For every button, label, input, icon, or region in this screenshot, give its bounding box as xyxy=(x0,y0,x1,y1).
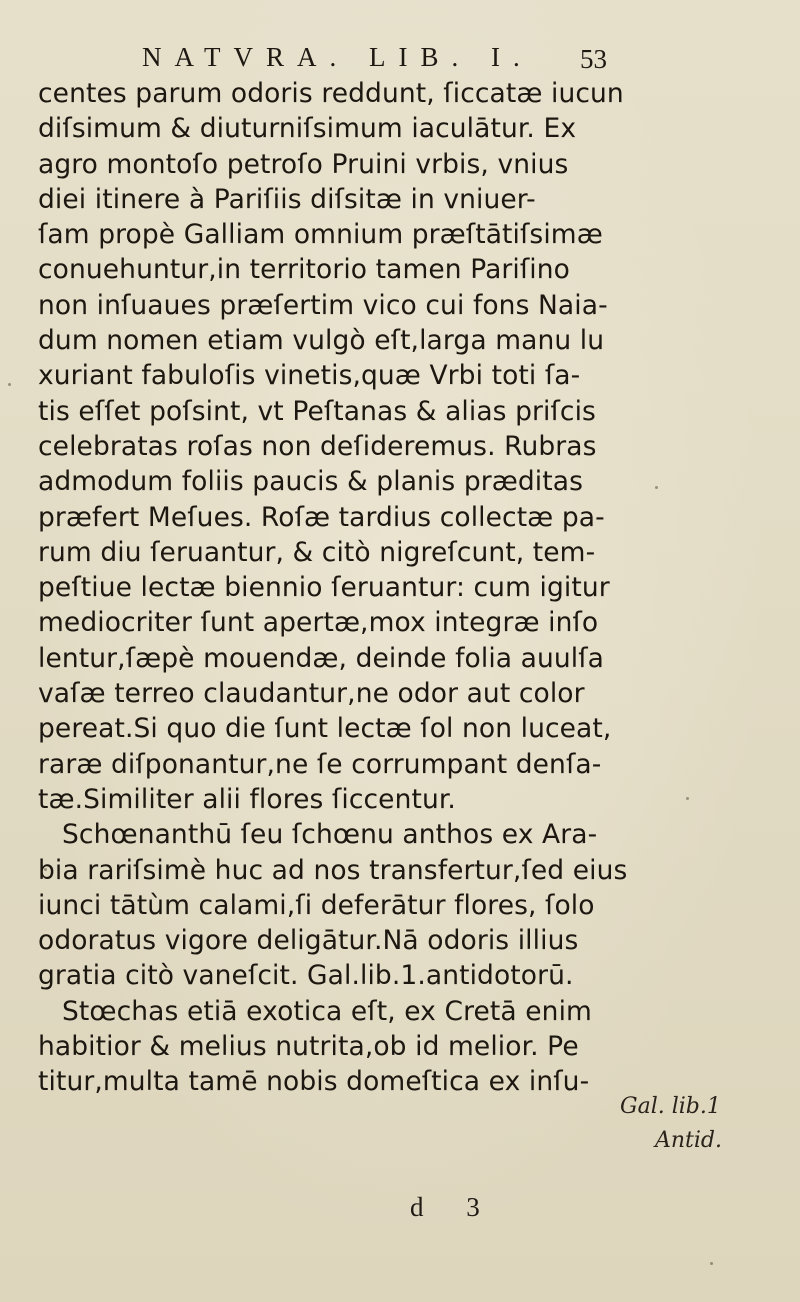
signature-mark: d 3 xyxy=(410,1192,498,1222)
text-line: bia rariſsimè huc ad nos transfertur,ſed eius xyxy=(38,854,628,886)
text-line: agro montoſo petroſo Pruini vrbis, vnius xyxy=(38,148,569,180)
paper-speck xyxy=(655,486,658,489)
text-line: lentur,ſæpè mouendæ, deinde folia auulſa xyxy=(38,642,604,674)
margin-note-reference: Gal. lib.1 xyxy=(620,1094,721,1119)
text-line: tis eſſet poſsint, vt Peſtanas & alias priſcis xyxy=(38,395,596,427)
text-line: dum nomen etiam vulgò eſt,larga manu lu xyxy=(38,325,605,357)
text-line: xuriant fabuloſis vinetis,quæ Vrbi toti ſa- xyxy=(38,360,581,392)
text-line: habitior & melius nutrita,ob id melior. Pe xyxy=(38,1031,579,1063)
paper-speck xyxy=(686,797,689,800)
text-line: celebratas roſas non deſideremus. Rubras xyxy=(38,430,597,462)
paper-speck xyxy=(44,868,47,871)
text-line: diſsimum & diuturniſsimum iaculātur. Ex xyxy=(38,113,577,145)
page-header xyxy=(0,40,800,80)
text-line: rum diu ſeruantur, & citò nigreſcunt, tem- xyxy=(38,536,596,568)
running-title: NATVRA. LIB. I. xyxy=(142,42,533,72)
text-line: peſtiue lectæ biennio ſeruantur: cum igitur xyxy=(38,572,610,604)
paper-speck xyxy=(710,1262,713,1265)
text-line: vaſæ terreo claudantur,ne odor aut color xyxy=(38,678,585,710)
text-line: odoratus vigore deligātur.Nā odoris illius xyxy=(38,925,579,957)
paper-speck xyxy=(8,383,11,386)
text-line: raræ diſponantur,ne ſe corrumpant denſa- xyxy=(38,748,602,780)
text-line: centes parum odoris reddunt, ſiccatæ iucun xyxy=(38,78,624,109)
text-line: diei itinere à Pariſiis diſsitæ in vniuer- xyxy=(38,183,536,215)
text-line: titur,multa tamē nobis domeſtica ex inſu- xyxy=(38,1066,590,1098)
text-line: mediocriter ſunt apertæ,mox integræ inſo xyxy=(38,607,599,639)
text-line: Schœnanthū ſeu ſchœnu anthos ex Ara- xyxy=(62,819,598,851)
text-line: gratia citò vaneſcit. Gal.lib.1.antidotorū. xyxy=(38,960,574,992)
text-line: præfert Meſues. Roſæ tardius collectæ pa- xyxy=(38,501,605,533)
text-line: Stœchas etiā exotica eſt, ex Cretā enim xyxy=(62,995,592,1027)
text-line: admodum foliis paucis & planis præditas xyxy=(38,466,583,498)
text-line: tæ.Similiter alii flores ſiccentur. xyxy=(38,783,456,815)
text-line: iunci tātùm calami,ſi deferātur flores, ſolo xyxy=(38,889,595,921)
page-number: 53 xyxy=(580,44,607,74)
text-line: ſam propè Galliam omnium præſtātiſsimæ xyxy=(38,219,603,251)
body-text xyxy=(38,76,628,1100)
text-line: pereat.Si quo die ſunt lectæ ſol non luceat, xyxy=(38,713,612,745)
text-line: non inſuaues præſertim vico cui fons Naia- xyxy=(38,289,608,321)
margin-note-reference: Antid. xyxy=(655,1128,723,1153)
text-line: conuehuntur,in territorio tamen Pariſino xyxy=(38,254,570,286)
